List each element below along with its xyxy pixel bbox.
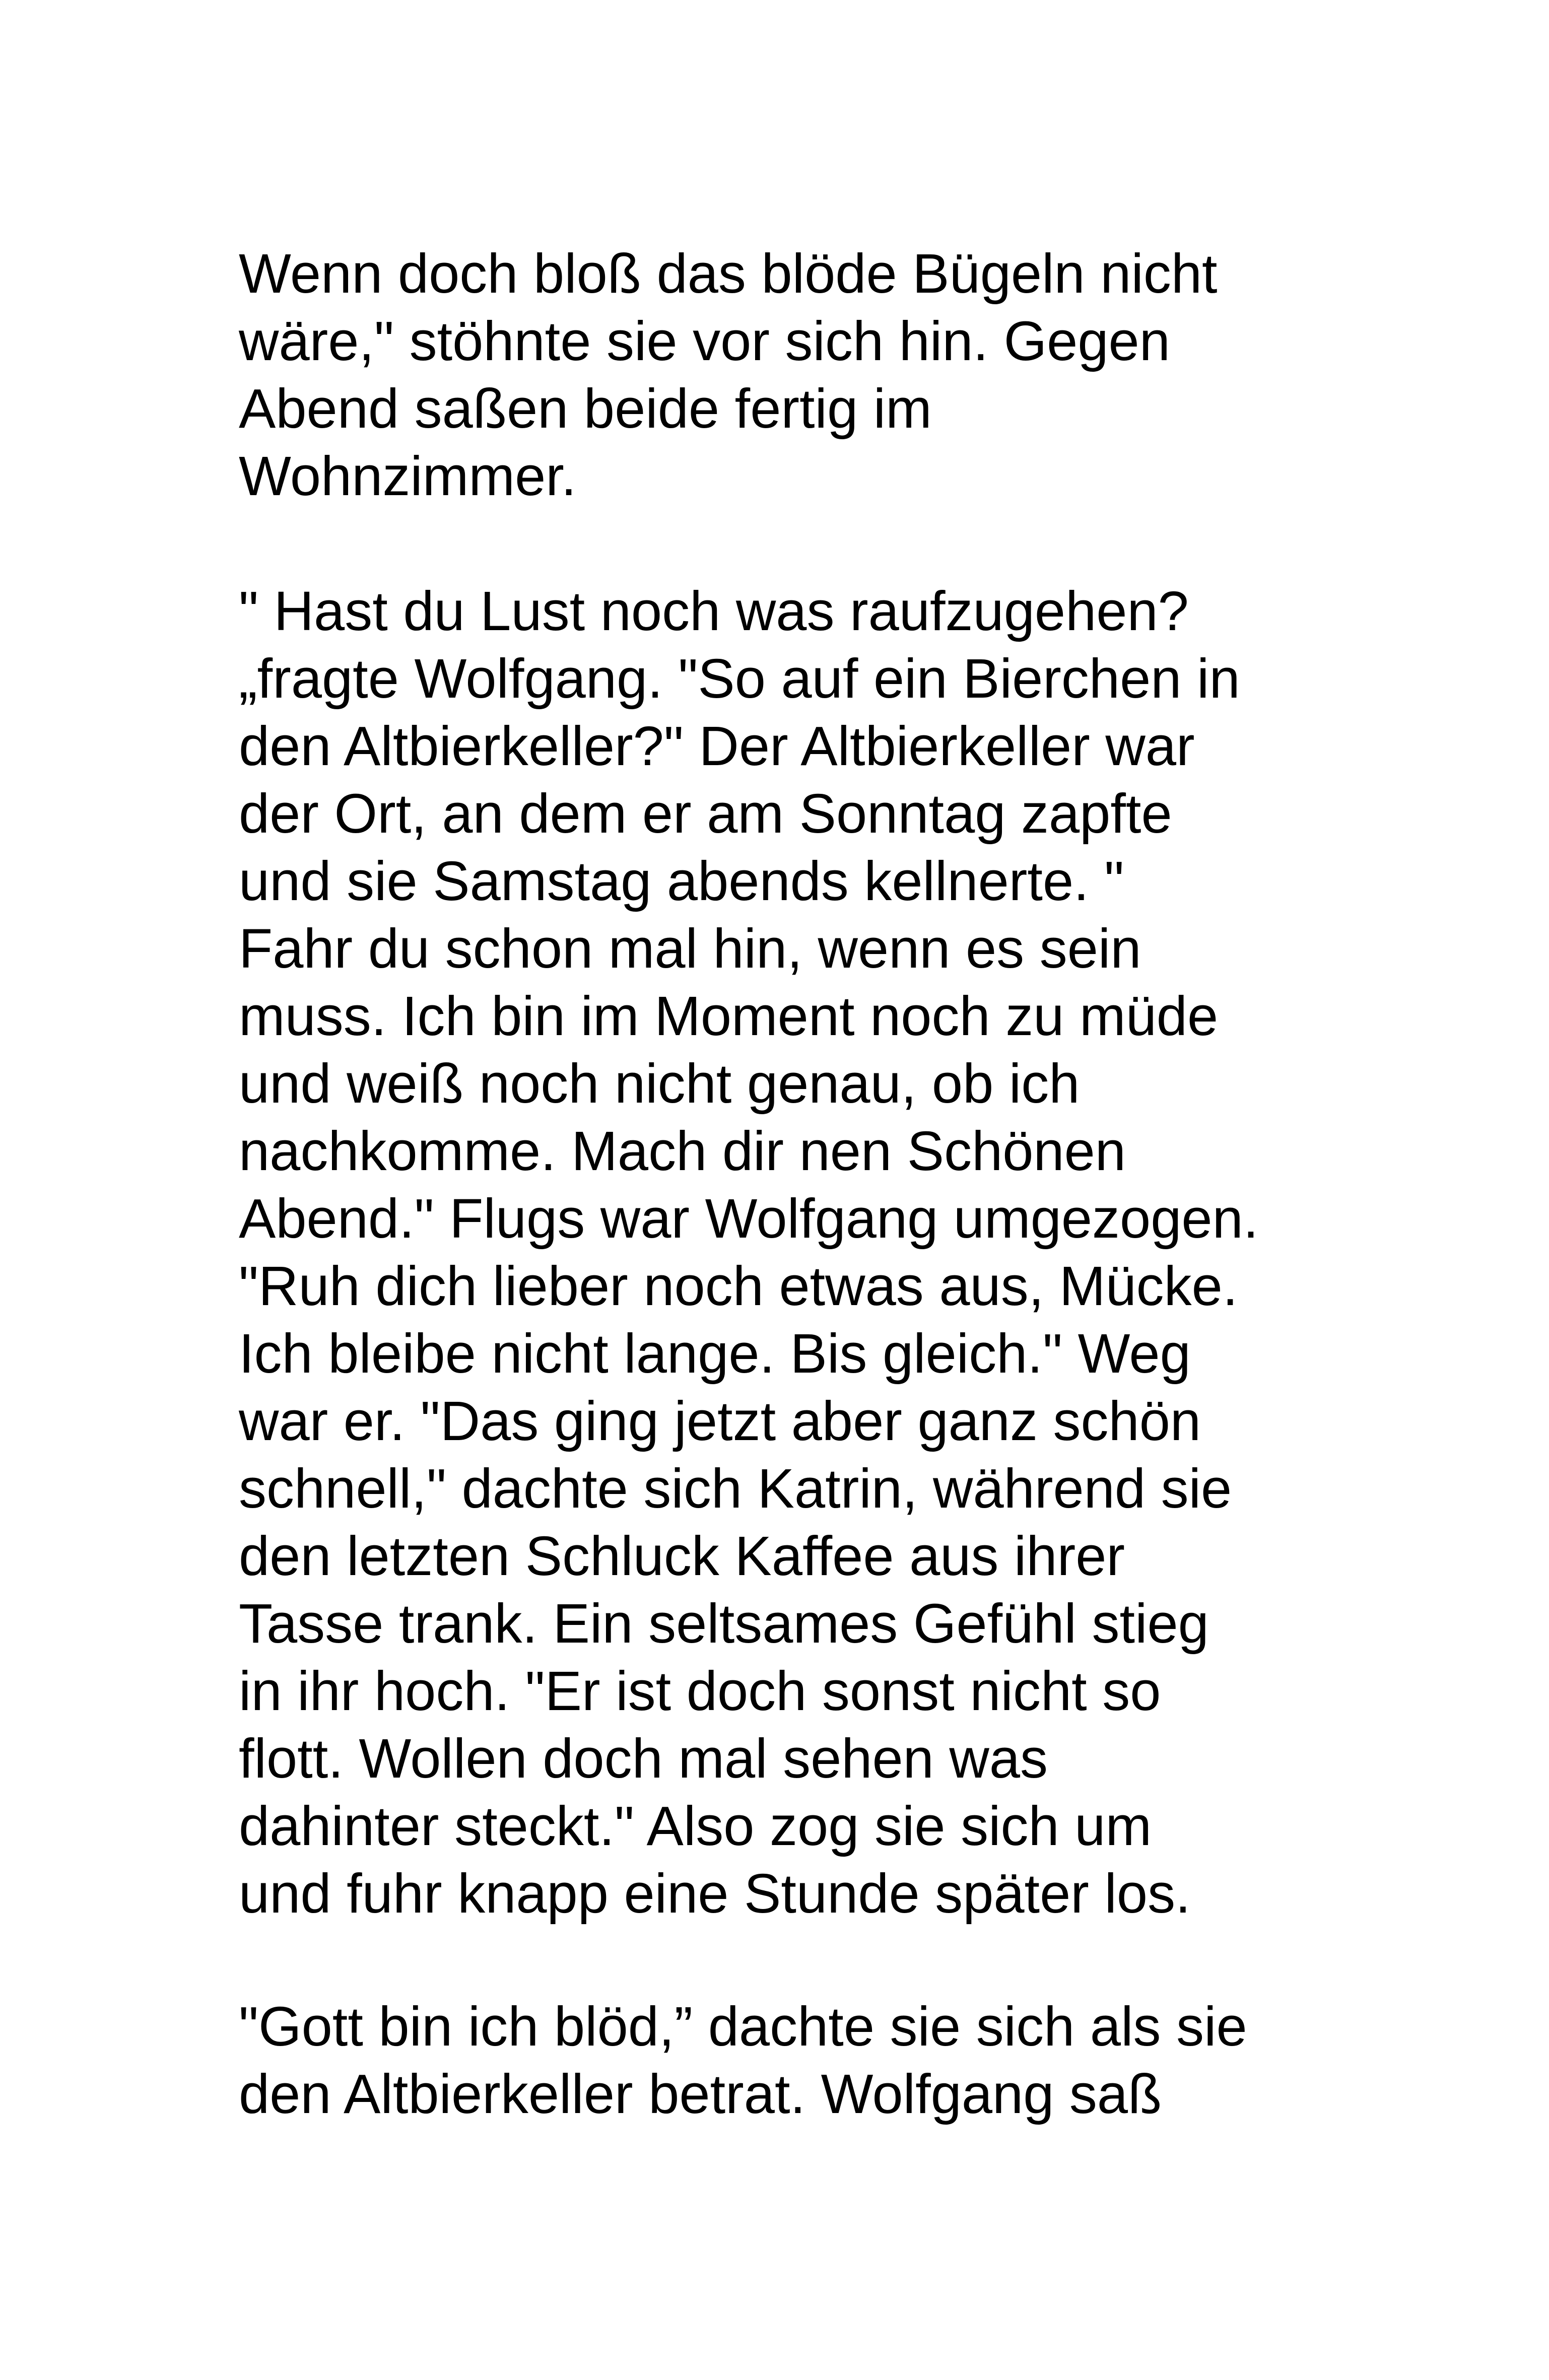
text-line: schnell," dachte sich Katrin, während sie [239, 1458, 1232, 1520]
text-line: Wohnzimmer. [239, 445, 577, 507]
text-line: wäre," stöhnte sie vor sich hin. Gegen [239, 310, 1170, 372]
text-line: "Ruh dich lieber noch etwas aus, Mücke. [239, 1255, 1238, 1317]
paragraph-2 [239, 578, 1372, 1928]
text-line: Ich bleibe nicht lange. Bis gleich." Weg [239, 1323, 1191, 1385]
text-line: Fahr du schon mal hin, wenn es sein [239, 918, 1141, 980]
paragraph-1 [239, 240, 1372, 510]
text-line: dahinter steckt." Also zog sie sich um [239, 1795, 1152, 1857]
text-line: Abend." Flugs war Wolfgang umgezogen. [239, 1188, 1259, 1250]
text-line: nachkomme. Mach dir nen Schönen [239, 1120, 1126, 1182]
text-line: flott. Wollen doch mal sehen was [239, 1728, 1048, 1790]
text-line: in ihr hoch. "Er ist doch sonst nicht so [239, 1660, 1161, 1722]
text-line: "Gott bin ich blöd,” dachte sie sich als sie [239, 1996, 1247, 2058]
text-line: „fragte Wolfgang. "So auf ein Bierchen in [239, 648, 1240, 710]
text-line: den Altbierkeller?" Der Altbierkeller war [239, 715, 1195, 777]
text-line: und fuhr knapp eine Stunde später los. [239, 1863, 1191, 1925]
text-line: und sie Samstag abends kellnerte. " [239, 850, 1124, 912]
text-line: Wenn doch bloß das blöde Bügeln nicht [239, 243, 1218, 305]
text-line: der Ort, an dem er am Sonntag zapfte [239, 783, 1172, 845]
text-line: " Hast du Lust noch was raufzugehen? [239, 580, 1189, 642]
paragraph-3 [239, 1993, 1372, 2128]
text-line: den letzten Schluck Kaffee aus ihrer [239, 1525, 1125, 1587]
text-line: Abend saßen beide fertig im [239, 378, 932, 440]
text-line: muss. Ich bin im Moment noch zu müde [239, 985, 1219, 1047]
text-line: den Altbierkeller betrat. Wolfgang saß [239, 2063, 1162, 2125]
text-line: und weiß noch nicht genau, ob ich [239, 1053, 1080, 1115]
text-line: Tasse trank. Ein seltsames Gefühl stieg [239, 1593, 1209, 1655]
text-line: war er. "Das ging jetzt aber ganz schön [239, 1390, 1201, 1452]
